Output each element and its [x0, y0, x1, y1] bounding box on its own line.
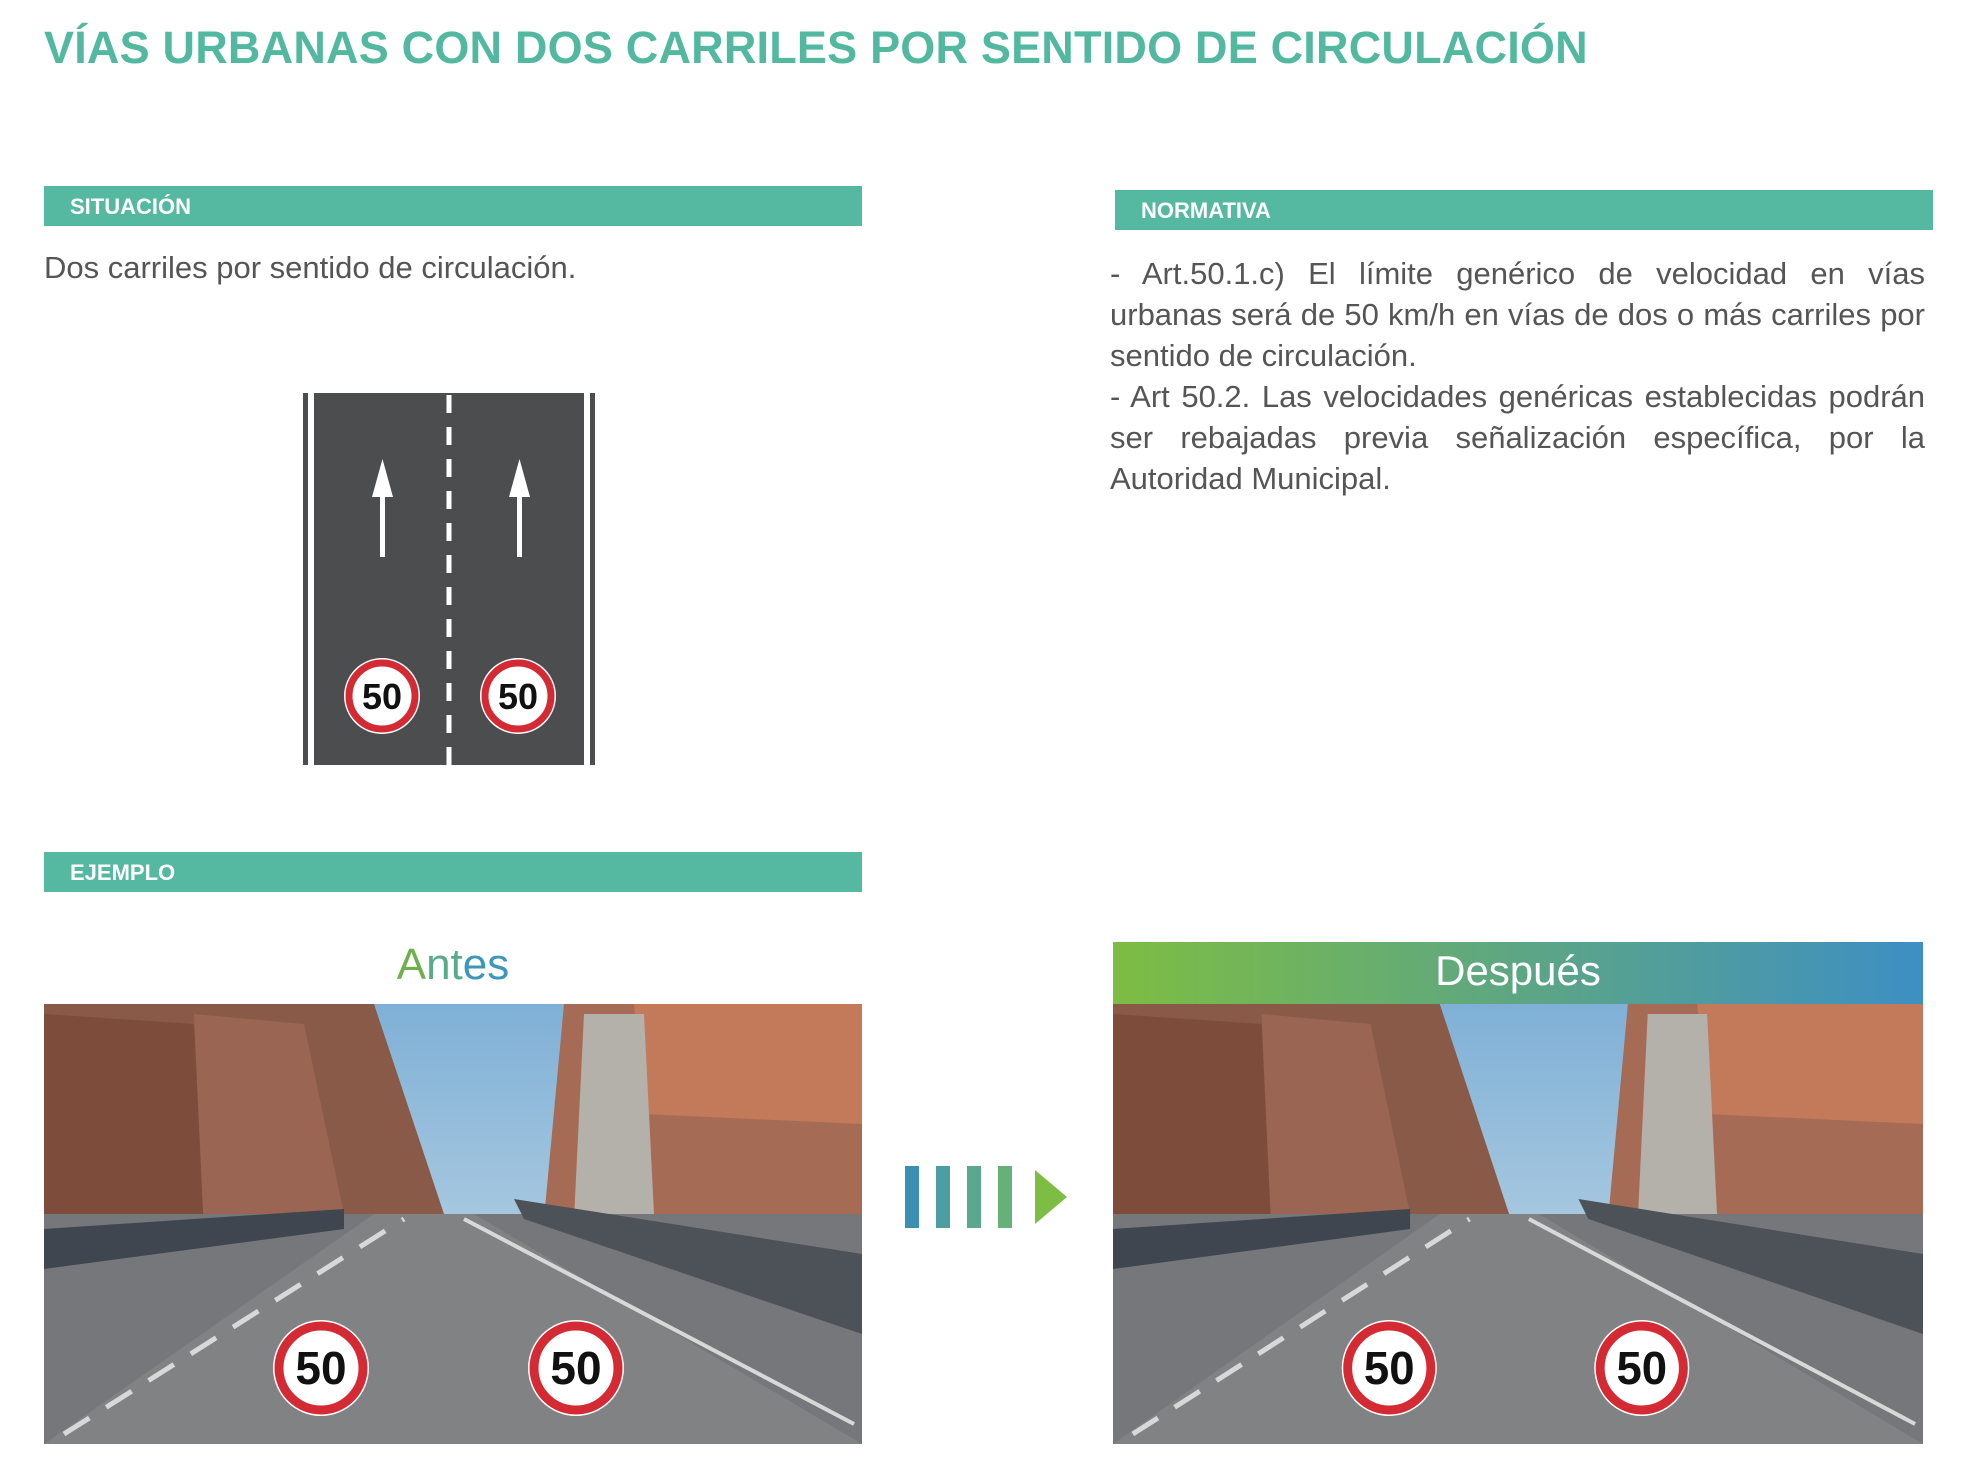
normativa-text [1110, 253, 1925, 499]
speed-limit-sign-icon [528, 1320, 624, 1416]
before-label-part: A [396, 940, 427, 989]
normativa-paragraph: - Art.50.1.c) El límite genérico de velocidad en vías urbanas será de 50 km/h en vías de dos o más carriles por sentido de circulación. [1110, 256, 1925, 373]
street-scene [44, 1004, 862, 1444]
street-scene [1113, 1004, 1923, 1444]
lane-edge-line-left [308, 393, 314, 765]
speed-limit-sign-icon [1342, 1320, 1437, 1416]
arrow-right-icon [905, 1166, 1067, 1228]
situacion-text: Dos carriles por sentido de circulación. [44, 250, 577, 285]
speed-limit-value: 50 [1616, 1342, 1668, 1395]
speed-limit-value: 50 [497, 676, 539, 717]
page-title: VÍAS URBANAS CON DOS CARRILES POR SENTIDO DE CIRCULACIÓN [44, 22, 1588, 73]
before-label-part: es [462, 940, 510, 989]
speed-limit-value: 50 [550, 1342, 602, 1394]
street-photo-before [44, 1004, 862, 1444]
speed-limit-sign-icon [1594, 1320, 1689, 1416]
lane-edge-line-right [584, 393, 590, 765]
speed-limit-sign-icon [273, 1320, 369, 1416]
section-header-ejemplo: EJEMPLO [44, 852, 862, 892]
speed-limit-sign-icon [344, 658, 420, 734]
section-header-normativa: NORMATIVA [1115, 190, 1933, 230]
speed-limit-value: 50 [361, 676, 403, 717]
before-label [44, 940, 862, 990]
road-diagram [303, 393, 595, 765]
after-label: Después [1113, 942, 1923, 1004]
normativa-paragraph: - Art 50.2. Las velocidades genéricas establecidas podrán ser rebajadas previa señalización específica, por la Autoridad Municipal. [1110, 379, 1925, 496]
before-label-part: nt [426, 940, 463, 989]
speed-limit-value: 50 [1363, 1342, 1415, 1395]
speed-limit-sign-icon [480, 658, 556, 734]
section-header-situacion: SITUACIÓN [44, 186, 862, 226]
street-photo-after [1113, 1004, 1923, 1444]
speed-limit-value: 50 [295, 1342, 347, 1394]
